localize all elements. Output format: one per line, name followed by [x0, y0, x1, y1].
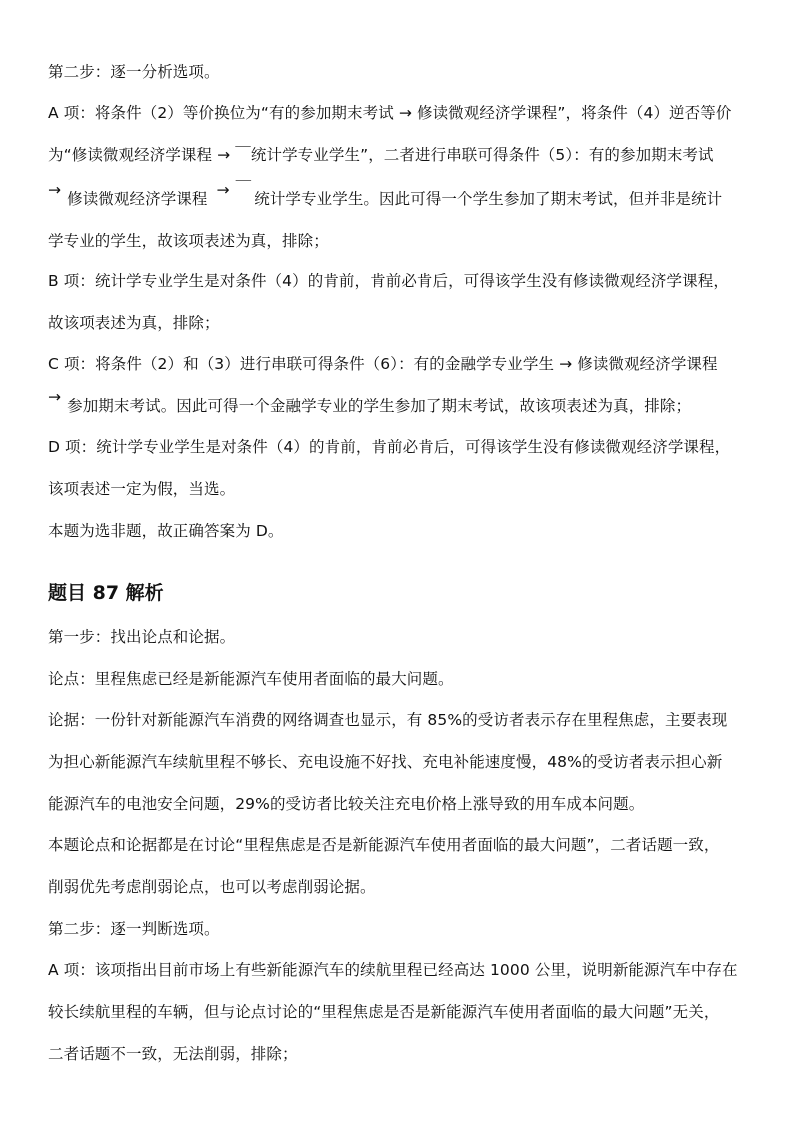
text-line: 削弱优先考虑削弱论点，也可以考虑削弱论据。: [48, 878, 376, 896]
text-line: 该项表述一定为假，当选。: [48, 480, 236, 498]
text-line: B 项：统计学专业学生是对条件（4）的肯前，肯前必肯后，可得该学生没有修读微观经济学课程，: [48, 272, 729, 290]
text-line: 学专业的学生，故该项表述为真，排除；: [48, 232, 329, 250]
text-line: 第二步：逐一分析选项。: [48, 63, 220, 81]
text-line: D 项：统计学专业学生是对条件（4）的肯前，肯前必肯后，可得该学生没有修读微观经济学课程，: [48, 438, 731, 456]
text-line: A 项：该项指出目前市场上有些新能源汽车的续航里程已经高达 1000 公里，说明新能源汽车中存在: [48, 961, 738, 979]
text-line: 较长续航里程的车辆，但与论点讨论的“里程焦虑是否是新能源汽车使用者面临的最大问题”无关，: [48, 1003, 720, 1021]
text-line: 第一步：找出论点和论据。: [48, 628, 236, 646]
arrow-symbol: →: [216, 181, 230, 199]
text-line: 论据：一份针对新能源汽车消费的网络调查也显示，有 85%的受访者表示存在里程焦虑，主要表现: [48, 711, 728, 729]
text-line: 本题为选非题，故正确答案为 D。: [48, 522, 284, 540]
text-line: 第二步：逐一判断选项。: [48, 920, 220, 938]
text-fragment: 统计学专业学生。因此可得一个学生参加了期末考试，但并非是统计: [254, 190, 723, 208]
section-heading: 题目 87 解析: [48, 582, 164, 604]
text-line: 能源汽车的电池安全问题，29%的受访者比较关注充电价格上涨导致的用车成本问题。: [48, 795, 645, 813]
arrow-symbol: →: [48, 388, 62, 406]
text-line: 本题论点和论据都是在讨论“里程焦虑是否是新能源汽车使用者面临的最大问题”，二者话题一致，: [48, 836, 720, 854]
text-line: [48, 388, 692, 416]
text-line: 二者话题不一致，无法削弱，排除；: [48, 1045, 298, 1063]
text-line: A 项：将条件（2）等价换位为“有的参加期末考试 → 修读微观经济学课程”，将条件（4）逆否等价: [48, 104, 732, 122]
text-line: C 项：将条件（2）和（3）进行串联可得条件（6）：有的金融学专业学生 → 修读微观经济学课程: [48, 355, 718, 373]
text-line: 为担心新能源汽车续航里程不够长、充电设施不好找、充电补能速度慢，48%的受访者表示担心新: [48, 753, 723, 771]
text-fragment: 参加期末考试。因此可得一个金融学专业的学生参加了期末考试，故该项表述为真，排除；: [67, 397, 692, 415]
negation-symbol: ￣: [235, 180, 252, 198]
text-line: [48, 180, 723, 209]
text-line: 为“修读微观经济学课程 → ￣统计学专业学生”，二者进行串联可得条件（5）：有的参加期末考试: [48, 146, 714, 164]
text-line: 故该项表述为真，排除；: [48, 314, 220, 332]
arrow-symbol: →: [48, 181, 62, 199]
text-fragment: 修读微观经济学课程: [67, 190, 208, 208]
text-line: 论点：里程焦虑已经是新能源汽车使用者面临的最大问题。: [48, 670, 454, 688]
